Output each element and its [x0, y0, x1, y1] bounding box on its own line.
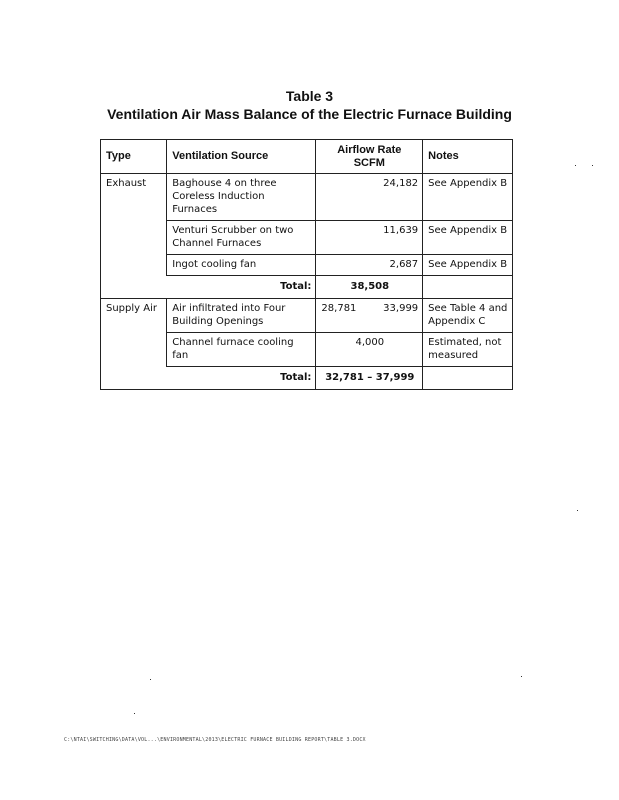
exhaust-total-label: Total: [167, 276, 316, 299]
source-cell: Ingot cooling fan [167, 255, 316, 276]
notes-cell: See Appendix B [423, 174, 513, 221]
supply-total-label: Total: [167, 367, 316, 390]
rate-low: 28,781 [321, 303, 357, 314]
notes-cell: See Appendix B [423, 255, 513, 276]
header-row [101, 140, 513, 174]
rate-cell: 11,639 [316, 221, 423, 255]
exhaust-total-row [101, 276, 513, 299]
table-row [101, 174, 513, 221]
scan-speck [592, 165, 593, 166]
header-notes: Notes [423, 140, 513, 174]
header-source: Ventilation Source [167, 140, 316, 174]
table-title-block [0, 88, 619, 123]
source-cell: Venturi Scrubber on two Channel Furnaces [167, 221, 316, 255]
ventilation-table [100, 139, 513, 390]
header-type: Type [101, 140, 167, 174]
rate-high: 33,999 [383, 303, 419, 314]
rate-cell [316, 299, 423, 333]
rate-cell: 24,182 [316, 174, 423, 221]
supply-total-value: 32,781 – 37,999 [316, 367, 423, 390]
scan-speck [150, 679, 151, 680]
file-path-footer: C:\NTAI\SWITCHING\DATA\VOL...\ENVIRONMENTAL\2013\ELECTRIC FURNACE BUILDING REPORT\TABLE 3.DOCX [64, 737, 366, 743]
table-number: Table 3 [285, 88, 334, 104]
exhaust-total-value: 38,508 [316, 276, 423, 299]
header-rate: Airflow Rate SCFM [316, 140, 423, 174]
type-exhaust: Exhaust [101, 174, 167, 276]
scan-speck [134, 713, 135, 714]
source-cell: Baghouse 4 on three Coreless Induction Furnaces [167, 174, 316, 221]
notes-cell: Estimated, not measured [423, 333, 513, 367]
rate-cell: 4,000 [316, 333, 423, 367]
scan-speck [575, 165, 576, 166]
table-caption: Ventilation Air Mass Balance of the Electric Furnace Building [107, 106, 512, 122]
source-cell: Channel furnace cooling fan [167, 333, 316, 367]
table-row [101, 299, 513, 333]
supply-total-row [101, 367, 513, 390]
rate-cell: 2,687 [316, 255, 423, 276]
scan-speck [577, 510, 578, 511]
source-cell: Air infiltrated into Four Building Openings [167, 299, 316, 333]
scan-speck [521, 676, 522, 677]
type-supply: Supply Air [101, 299, 167, 367]
notes-cell: See Appendix B [423, 221, 513, 255]
notes-cell: See Table 4 and Appendix C [423, 299, 513, 333]
